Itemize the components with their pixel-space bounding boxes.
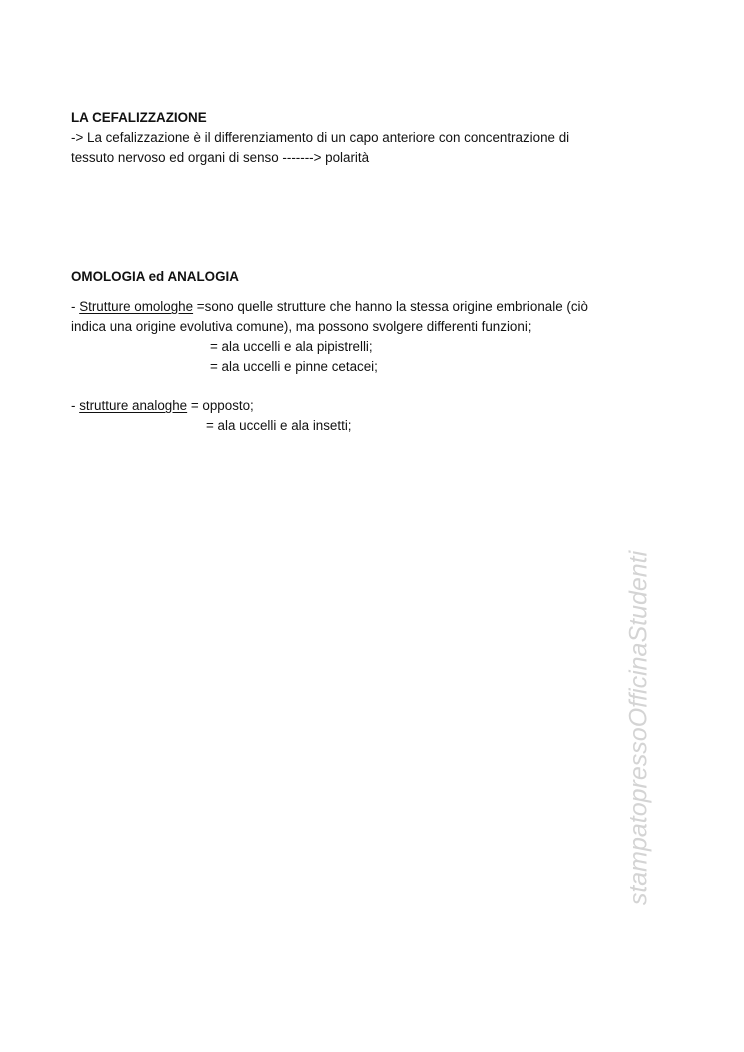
omologhe-term: Strutture omologhe — [79, 299, 194, 314]
omologhe-prefix: - — [71, 299, 80, 314]
section-title-omologia-analogia: OMOLOGIA ed ANALOGIA — [71, 269, 239, 284]
omologhe-definition-line-2: indica una origine evolutiva comune), ma possono svolgere differenti funzioni; — [71, 319, 532, 334]
analoghe-example-1: = ala uccelli e ala insetti; — [206, 418, 352, 433]
cefalizzazione-definition-line-2: tessuto nervoso ed organi di senso -------> polarità — [71, 150, 370, 165]
omologhe-definition: =sono quelle strutture che hanno la stessa origine embrionale (ciò — [193, 299, 588, 314]
watermark-text: stampatopressoOfficinaStudenti — [624, 550, 653, 906]
analoghe-definition: = opposto; — [187, 398, 254, 413]
section-title-cefalizzazione: LA CEFALIZZAZIONE — [71, 110, 207, 125]
analoghe-prefix: - — [71, 398, 80, 413]
cefalizzazione-definition-line-1: -> La cefalizzazione è il differenziamento di un capo anteriore con concentrazione di — [71, 130, 570, 145]
omologhe-example-1: = ala uccelli e ala pipistrelli; — [210, 339, 373, 354]
analoghe-definition-line — [71, 396, 254, 416]
analoghe-term: strutture analoghe — [79, 398, 188, 413]
omologhe-example-2: = ala uccelli e pinne cetacei; — [210, 359, 378, 374]
omologhe-definition-line-1 — [71, 297, 588, 317]
